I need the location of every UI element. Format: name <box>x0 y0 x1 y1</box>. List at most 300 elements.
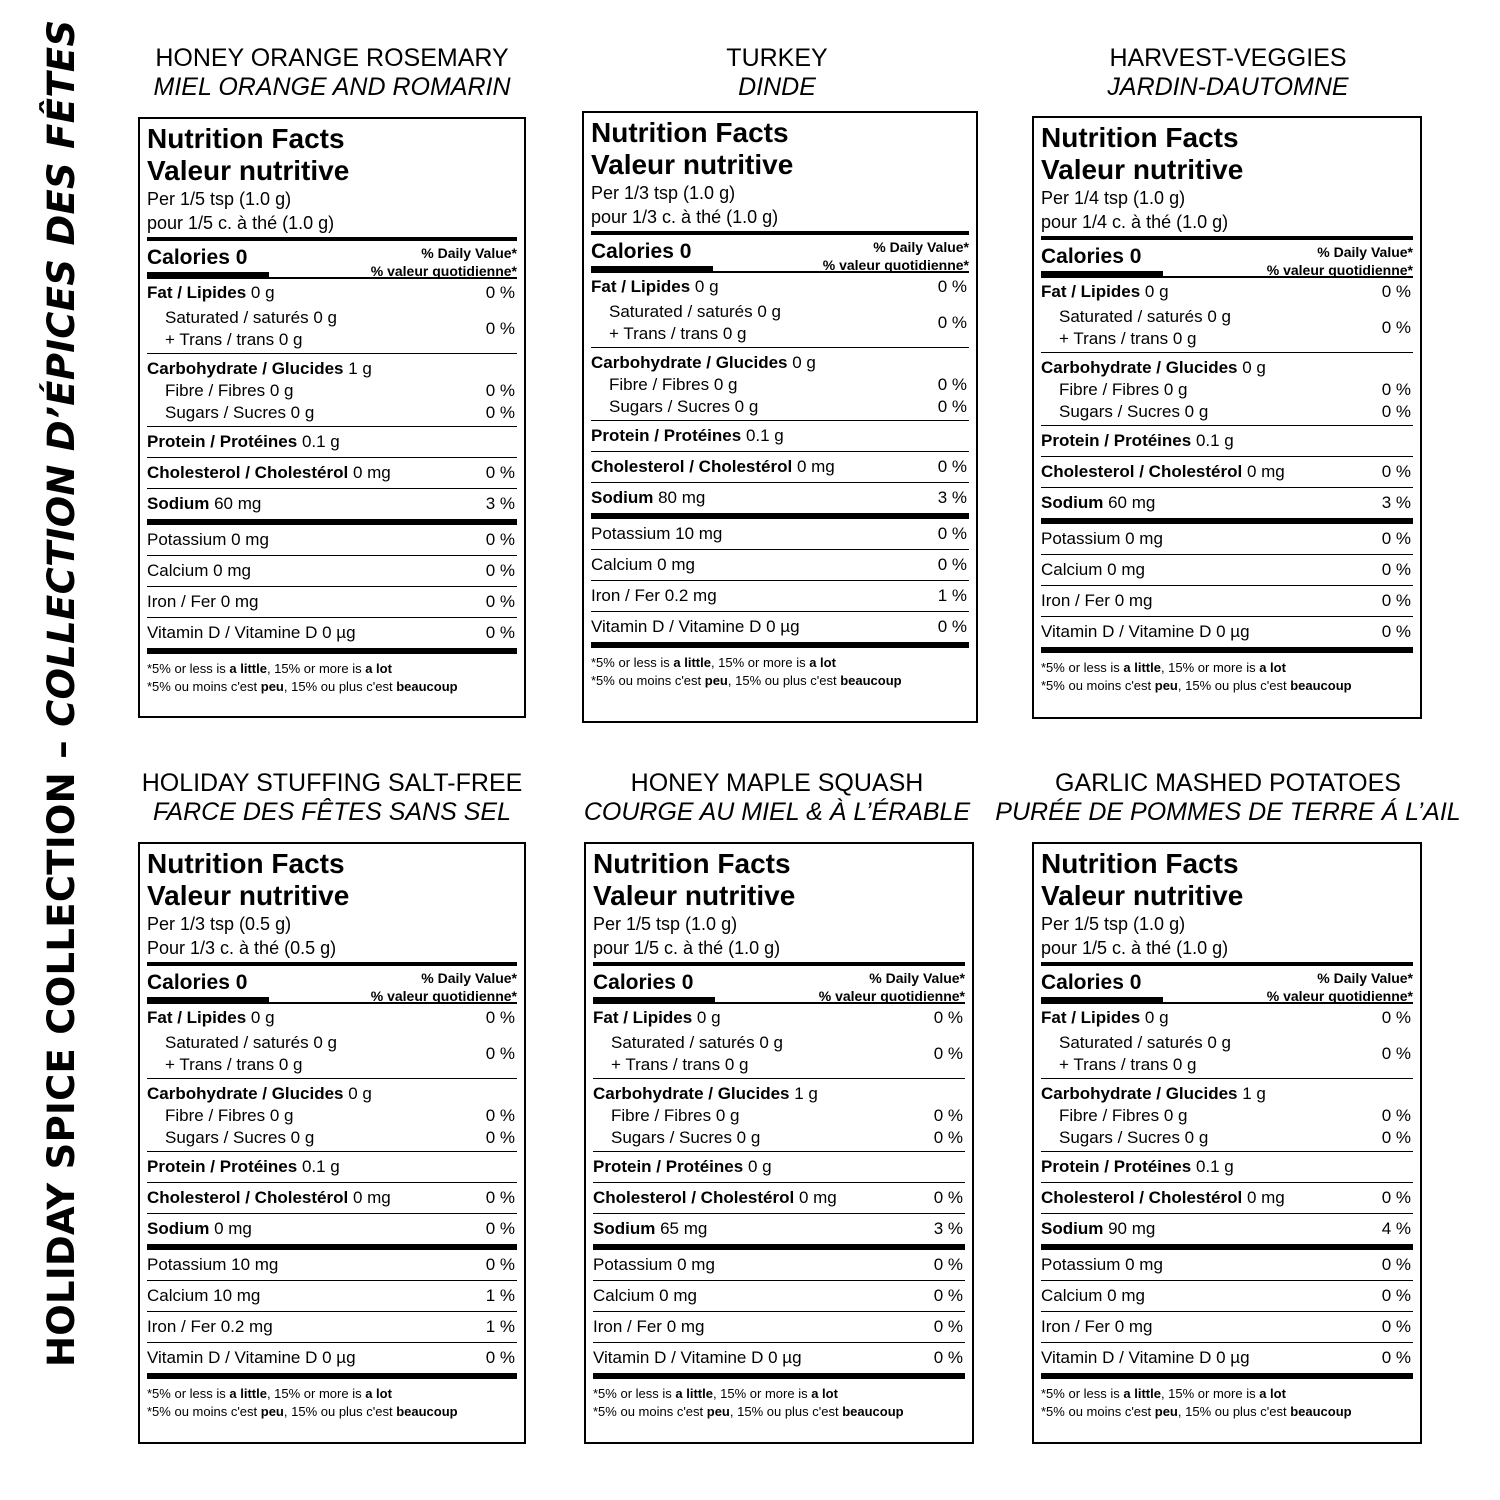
iron-amount: 0.2 mg <box>664 586 717 605</box>
calcium-amount: 10 mg <box>213 1286 261 1305</box>
vitamin-d-row <box>1041 616 1413 647</box>
potassium-amount: 0 mg <box>677 1255 715 1274</box>
nf-title-fr: Valeur nutritive <box>591 149 794 180</box>
fibre-pct: 0 % <box>1381 1106 1411 1125</box>
cholesterol-label: Cholesterol / Cholestérol <box>593 1188 795 1207</box>
cholesterol-label: Cholesterol / Cholestérol <box>1041 1188 1243 1207</box>
sat-trans-pct: 0 % <box>937 313 967 332</box>
sodium-amount: 60 mg <box>214 494 262 513</box>
carb-amount: 1 g <box>1242 1084 1266 1103</box>
fat-row <box>593 1002 965 1032</box>
vitamin-d-row <box>1041 1342 1413 1373</box>
cholesterol-amount: 0 mg <box>796 457 835 476</box>
potassium-pct: 0 % <box>485 1255 515 1274</box>
iron-row <box>591 580 969 611</box>
potassium-label: Potassium <box>147 1255 227 1274</box>
vitamin-d-label: Vitamin D / Vitamine D 0 µg <box>1041 622 1250 641</box>
daily-value-fr: % valeur quotidienne* <box>370 263 517 279</box>
nutrition-facts-table <box>582 111 978 723</box>
iron-pct: 1 % <box>937 586 967 605</box>
trans-label: + Trans / trans 0 g <box>609 324 747 343</box>
nf-title-fr: Valeur nutritive <box>1041 154 1244 185</box>
saturated-label: Saturated / saturés 0 g <box>165 1033 337 1052</box>
product-name-fr: FARCE DES FÊTES SANS SEL <box>153 798 511 826</box>
carb-block <box>593 1078 965 1151</box>
vitamin-d-label: Vitamin D / Vitamine D 0 µg <box>1041 1348 1250 1367</box>
potassium-label: Potassium <box>147 530 227 549</box>
calcium-amount: 0 mg <box>659 1286 697 1305</box>
sodium-pct: 3 % <box>1381 493 1411 512</box>
footnote <box>1041 1379 1413 1421</box>
collection-title-en: HOLIDAY SPICE COLLECTION – <box>40 726 83 1367</box>
product-name-fr: PURÉE DE POMMES DE TERRE Á L’AIL <box>995 798 1461 826</box>
sodium-amount: 60 mg <box>1108 493 1156 512</box>
potassium-pct: 0 % <box>1381 1255 1411 1274</box>
sat-trans-pct: 0 % <box>1381 1044 1411 1063</box>
sodium-amount: 90 mg <box>1108 1219 1156 1238</box>
footnote-fr: *5% ou moins c'est peu, 15% ou plus c'est beaucoup <box>147 1404 458 1419</box>
iron-label: Iron / Fer <box>147 1317 216 1336</box>
fat-amount: 0 g <box>696 1008 721 1027</box>
fat-label: Fat / Lipides <box>147 1008 247 1027</box>
daily-value-en: % Daily Value* <box>869 970 965 986</box>
nf-title-en: Nutrition Facts <box>147 848 345 879</box>
footnote-fr: *5% ou moins c'est peu, 15% ou plus c'est beaucoup <box>147 679 458 694</box>
product-heading <box>978 769 1478 827</box>
nf-title-fr: Valeur nutritive <box>1041 880 1244 911</box>
serving-size-fr: pour 1/5 c. à thé (1.0 g) <box>593 938 781 958</box>
sat-trans-pct: 0 % <box>485 1044 515 1063</box>
sodium-row <box>591 482 969 513</box>
protein-row <box>147 1151 517 1182</box>
calories-row <box>147 966 517 1002</box>
nutrition-facts-table <box>584 842 974 1444</box>
cholesterol-pct: 0 % <box>485 463 515 482</box>
cholesterol-amount: 0 mg <box>798 1188 837 1207</box>
nf-title-en: Nutrition Facts <box>1041 848 1239 879</box>
footnote <box>593 1379 965 1421</box>
collection-title <box>40 19 84 1367</box>
fibre-label: Fibre / Fibres 0 g <box>165 381 294 400</box>
iron-pct: 0 % <box>485 592 515 611</box>
daily-value-en: % Daily Value* <box>873 239 969 255</box>
fat-label: Fat / Lipides <box>1041 282 1141 301</box>
serving-size-en: Per 1/3 tsp (1.0 g) <box>591 183 736 203</box>
potassium-pct: 0 % <box>937 524 967 543</box>
fat-amount: 0 g <box>250 283 275 302</box>
saturated-label: Saturated / saturés 0 g <box>609 302 781 321</box>
daily-value-en: % Daily Value* <box>1317 970 1413 986</box>
product-heading <box>527 44 1027 102</box>
sugars-label: Sugars / Sucres 0 g <box>1059 1128 1209 1147</box>
daily-value-header <box>371 244 517 280</box>
potassium-amount: 0 mg <box>1125 1255 1163 1274</box>
sugars-pct: 0 % <box>485 403 515 422</box>
iron-pct: 0 % <box>933 1317 963 1336</box>
carb-label: Carbohydrate / Glucides <box>147 1084 344 1103</box>
potassium-row <box>147 1250 517 1280</box>
cholesterol-row <box>1041 1182 1413 1213</box>
collection-title-fr: COLLECTION D’ÉPICES DES FÊTES <box>40 19 83 727</box>
serving-size-fr: pour 1/4 c. à thé (1.0 g) <box>1041 212 1229 232</box>
cholesterol-label: Cholesterol / Cholestérol <box>591 457 793 476</box>
calcium-row <box>1041 554 1413 585</box>
vitamin-d-pct: 0 % <box>485 1348 515 1367</box>
saturated-label: Saturated / saturés 0 g <box>611 1033 783 1052</box>
potassium-label: Potassium <box>1041 529 1121 548</box>
nutrition-facts-table <box>1032 116 1422 719</box>
daily-value-fr: % valeur quotidienne* <box>822 257 969 273</box>
potassium-label: Potassium <box>593 1255 673 1274</box>
protein-amount: 0.1 g <box>301 1157 340 1176</box>
calcium-label: Calcium <box>591 555 653 574</box>
calcium-amount: 0 mg <box>1107 560 1145 579</box>
fat-pct: 0 % <box>933 1008 963 1027</box>
footnote-en: *5% or less is a little, 15% or more is a lot <box>1041 1386 1286 1401</box>
sugars-pct: 0 % <box>937 397 967 416</box>
carb-block <box>1041 352 1413 425</box>
serving-size-fr: pour 1/5 c. à thé (1.0 g) <box>147 213 335 233</box>
cholesterol-row <box>593 1182 965 1213</box>
protein-amount: 0.1 g <box>1195 1157 1234 1176</box>
potassium-pct: 0 % <box>933 1255 963 1274</box>
vitamin-d-pct: 0 % <box>933 1348 963 1367</box>
nf-title-fr: Valeur nutritive <box>147 880 350 911</box>
potassium-row <box>1041 524 1413 554</box>
iron-label: Iron / Fer <box>1041 591 1110 610</box>
cholesterol-amount: 0 mg <box>1246 462 1285 481</box>
potassium-row <box>591 519 969 549</box>
sat-trans-block <box>147 1032 517 1078</box>
cholesterol-row <box>1041 456 1413 487</box>
cholesterol-pct: 0 % <box>1381 1188 1411 1207</box>
product-name-fr: COURGE AU MIEL & À L’ÉRABLE <box>583 798 971 826</box>
vitamin-d-row <box>591 611 969 642</box>
cholesterol-amount: 0 mg <box>1246 1188 1285 1207</box>
potassium-amount: 10 mg <box>675 524 723 543</box>
product-heading <box>978 44 1478 102</box>
product-name-en: GARLIC MASHED POTATOES <box>1055 769 1401 797</box>
fat-label: Fat / Lipides <box>1041 1008 1141 1027</box>
vitamin-d-pct: 0 % <box>937 617 967 636</box>
carb-block <box>147 1078 517 1151</box>
product-name-en: TURKEY <box>726 44 828 72</box>
protein-label: Protein / Protéines <box>147 1157 298 1176</box>
fat-row <box>147 1002 517 1032</box>
protein-label: Protein / Protéines <box>147 432 298 451</box>
sugars-pct: 0 % <box>1381 402 1411 421</box>
potassium-row <box>593 1250 965 1280</box>
vitamin-d-row <box>147 1342 517 1373</box>
iron-amount: 0.2 mg <box>220 1317 273 1336</box>
product-name-en: HARVEST-VEGGIES <box>1109 44 1347 72</box>
sodium-pct: 3 % <box>485 494 515 513</box>
sat-trans-block <box>1041 306 1413 352</box>
fat-amount: 0 g <box>1144 1008 1169 1027</box>
daily-value-header <box>1267 243 1413 279</box>
sugars-label: Sugars / Sucres 0 g <box>1059 402 1209 421</box>
protein-label: Protein / Protéines <box>593 1157 744 1176</box>
footnote <box>147 1379 517 1421</box>
calcium-pct: 0 % <box>485 561 515 580</box>
sodium-label: Sodium <box>593 1219 656 1238</box>
carb-amount: 1 g <box>348 359 372 378</box>
sodium-label: Sodium <box>1041 493 1104 512</box>
calcium-label: Calcium <box>1041 560 1103 579</box>
vitamin-d-pct: 0 % <box>1381 1348 1411 1367</box>
calories-label: Calories 0 <box>593 971 694 994</box>
fibre-pct: 0 % <box>1381 380 1411 399</box>
carb-label: Carbohydrate / Glucides <box>591 353 788 372</box>
daily-value-header <box>823 238 969 274</box>
sodium-amount: 65 mg <box>660 1219 708 1238</box>
sodium-row <box>147 1213 517 1244</box>
trans-label: + Trans / trans 0 g <box>611 1055 749 1074</box>
carb-amount: 0 g <box>1242 358 1266 377</box>
sat-trans-block <box>593 1032 965 1078</box>
fibre-pct: 0 % <box>933 1106 963 1125</box>
iron-row <box>147 586 517 617</box>
cholesterol-amount: 0 mg <box>352 1188 391 1207</box>
cholesterol-row <box>147 457 517 488</box>
protein-row <box>1041 425 1413 456</box>
fat-amount: 0 g <box>694 277 719 296</box>
calcium-row <box>591 549 969 580</box>
nutrition-facts-table <box>138 117 526 718</box>
saturated-label: Saturated / saturés 0 g <box>1059 307 1231 326</box>
footnote-en: *5% or less is a little, 15% or more is a lot <box>147 1386 392 1401</box>
carb-block <box>1041 1078 1413 1151</box>
cholesterol-label: Cholesterol / Cholestérol <box>147 1188 349 1207</box>
nf-title-fr: Valeur nutritive <box>593 880 796 911</box>
fat-label: Fat / Lipides <box>147 283 247 302</box>
sodium-pct: 3 % <box>937 488 967 507</box>
protein-row <box>593 1151 965 1182</box>
sugars-pct: 0 % <box>933 1128 963 1147</box>
vitamin-d-row <box>593 1342 965 1373</box>
carb-block <box>147 353 517 426</box>
iron-amount: 0 mg <box>220 592 259 611</box>
calcium-pct: 0 % <box>1381 1286 1411 1305</box>
sodium-label: Sodium <box>1041 1219 1104 1238</box>
sat-trans-block <box>591 301 969 347</box>
fibre-label: Fibre / Fibres 0 g <box>165 1106 294 1125</box>
carb-amount: 0 g <box>348 1084 372 1103</box>
sodium-amount: 0 mg <box>214 1219 252 1238</box>
protein-row <box>591 420 969 451</box>
serving-size-en: Per 1/5 tsp (1.0 g) <box>593 914 738 934</box>
product-heading <box>527 769 1027 827</box>
footnote-en: *5% or less is a little, 15% or more is a lot <box>591 655 836 670</box>
cholesterol-row <box>591 451 969 482</box>
calcium-label: Calcium <box>1041 1286 1103 1305</box>
cholesterol-pct: 0 % <box>937 457 967 476</box>
iron-row <box>1041 1311 1413 1342</box>
carb-label: Carbohydrate / Glucides <box>1041 1084 1238 1103</box>
sodium-label: Sodium <box>147 1219 210 1238</box>
nutrition-facts-table <box>1032 842 1422 1444</box>
calories-label: Calories 0 <box>1041 245 1142 268</box>
carb-label: Carbohydrate / Glucides <box>147 359 344 378</box>
product-heading <box>82 769 582 827</box>
serving-size-fr: Pour 1/3 c. à thé (0.5 g) <box>147 938 337 958</box>
potassium-label: Potassium <box>591 524 671 543</box>
sugars-label: Sugars / Sucres 0 g <box>165 1128 315 1147</box>
fibre-pct: 0 % <box>485 1106 515 1125</box>
product-heading <box>82 44 582 102</box>
fat-row <box>1041 1002 1413 1032</box>
calories-row <box>1041 966 1413 1002</box>
protein-row <box>147 426 517 457</box>
potassium-pct: 0 % <box>1381 529 1411 548</box>
iron-row <box>147 1311 517 1342</box>
protein-label: Protein / Protéines <box>1041 431 1192 450</box>
footnote-fr: *5% ou moins c'est peu, 15% ou plus c'est beaucoup <box>591 673 902 688</box>
nf-title-fr: Valeur nutritive <box>147 155 350 186</box>
calcium-row <box>593 1280 965 1311</box>
iron-label: Iron / Fer <box>593 1317 662 1336</box>
serving-size-en: Per 1/5 tsp (1.0 g) <box>147 189 292 209</box>
iron-pct: 0 % <box>1381 1317 1411 1336</box>
product-name-fr: DINDE <box>738 73 816 101</box>
carb-amount: 1 g <box>794 1084 818 1103</box>
calories-row <box>147 241 517 277</box>
iron-amount: 0 mg <box>1114 591 1153 610</box>
nf-title-en: Nutrition Facts <box>1041 122 1239 153</box>
sodium-row <box>1041 487 1413 518</box>
vitamin-d-label: Vitamin D / Vitamine D 0 µg <box>591 617 800 636</box>
product-name-en: HONEY MAPLE SQUASH <box>630 769 924 797</box>
daily-value-fr: % valeur quotidienne* <box>370 988 517 1004</box>
iron-row <box>593 1311 965 1342</box>
footnote <box>591 648 969 690</box>
sodium-row <box>593 1213 965 1244</box>
footnote-en: *5% or less is a little, 15% or more is a lot <box>593 1386 838 1401</box>
fibre-label: Fibre / Fibres 0 g <box>609 375 738 394</box>
fat-label: Fat / Lipides <box>593 1008 693 1027</box>
iron-label: Iron / Fer <box>147 592 216 611</box>
serving-size-en: Per 1/5 tsp (1.0 g) <box>1041 914 1186 934</box>
cholesterol-label: Cholesterol / Cholestérol <box>1041 462 1243 481</box>
sodium-row <box>147 488 517 519</box>
calories-label: Calories 0 <box>147 246 248 269</box>
product-name-fr: MIEL ORANGE AND ROMARIN <box>153 73 511 101</box>
calcium-amount: 0 mg <box>657 555 695 574</box>
serving-size-fr: pour 1/5 c. à thé (1.0 g) <box>1041 938 1229 958</box>
sodium-pct: 3 % <box>933 1219 963 1238</box>
iron-pct: 0 % <box>1381 591 1411 610</box>
product-name-fr: JARDIN-DAUTOMNE <box>1107 73 1349 101</box>
nf-title-en: Nutrition Facts <box>591 117 789 148</box>
footnote-fr: *5% ou moins c'est peu, 15% ou plus c'est beaucoup <box>1041 1404 1352 1419</box>
sugars-pct: 0 % <box>1381 1128 1411 1147</box>
fat-pct: 0 % <box>937 277 967 296</box>
fat-row <box>147 277 517 307</box>
calcium-pct: 0 % <box>933 1286 963 1305</box>
potassium-pct: 0 % <box>485 530 515 549</box>
sodium-label: Sodium <box>591 488 654 507</box>
cholesterol-row <box>147 1182 517 1213</box>
fat-pct: 0 % <box>1381 1008 1411 1027</box>
sodium-amount: 80 mg <box>658 488 706 507</box>
daily-value-fr: % valeur quotidienne* <box>1266 262 1413 278</box>
calories-label: Calories 0 <box>591 240 692 263</box>
nf-title-en: Nutrition Facts <box>593 848 791 879</box>
calcium-row <box>147 1280 517 1311</box>
potassium-row <box>147 525 517 555</box>
sat-trans-pct: 0 % <box>1381 318 1411 337</box>
vitamin-d-label: Vitamin D / Vitamine D 0 µg <box>147 1348 356 1367</box>
footnote <box>147 654 517 696</box>
footnote-en: *5% or less is a little, 15% or more is a lot <box>147 661 392 676</box>
calcium-pct: 1 % <box>485 1286 515 1305</box>
calories-label: Calories 0 <box>1041 971 1142 994</box>
calcium-label: Calcium <box>147 1286 209 1305</box>
daily-value-header <box>1267 969 1413 1005</box>
calcium-row <box>1041 1280 1413 1311</box>
fibre-label: Fibre / Fibres 0 g <box>611 1106 740 1125</box>
sat-trans-pct: 0 % <box>485 319 515 338</box>
vitamin-d-pct: 0 % <box>485 623 515 642</box>
serving-size-en: Per 1/3 tsp (0.5 g) <box>147 914 292 934</box>
protein-label: Protein / Protéines <box>591 426 742 445</box>
sugars-label: Sugars / Sucres 0 g <box>611 1128 761 1147</box>
carb-amount: 0 g <box>792 353 816 372</box>
cholesterol-pct: 0 % <box>485 1188 515 1207</box>
fat-amount: 0 g <box>1144 282 1169 301</box>
protein-amount: 0.1 g <box>1195 431 1234 450</box>
calcium-pct: 0 % <box>937 555 967 574</box>
product-name-en: HOLIDAY STUFFING SALT-FREE <box>141 769 523 797</box>
vitamin-d-label: Vitamin D / Vitamine D 0 µg <box>593 1348 802 1367</box>
iron-amount: 0 mg <box>666 1317 705 1336</box>
daily-value-en: % Daily Value* <box>421 245 517 261</box>
potassium-amount: 0 mg <box>1125 529 1163 548</box>
protein-amount: 0.1 g <box>301 432 340 451</box>
nutrition-facts-table <box>138 842 526 1444</box>
trans-label: + Trans / trans 0 g <box>165 330 303 349</box>
sat-trans-block <box>1041 1032 1413 1078</box>
calcium-label: Calcium <box>147 561 209 580</box>
serving-size-en: Per 1/4 tsp (1.0 g) <box>1041 188 1186 208</box>
potassium-amount: 10 mg <box>231 1255 279 1274</box>
carb-label: Carbohydrate / Glucides <box>593 1084 790 1103</box>
calories-row <box>593 966 965 1002</box>
calcium-row <box>147 555 517 586</box>
calories-row <box>1041 240 1413 276</box>
daily-value-header <box>371 969 517 1005</box>
iron-label: Iron / Fer <box>591 586 660 605</box>
sugars-pct: 0 % <box>485 1128 515 1147</box>
cholesterol-amount: 0 mg <box>352 463 391 482</box>
trans-label: + Trans / trans 0 g <box>1059 1055 1197 1074</box>
carb-block <box>591 347 969 420</box>
sodium-label: Sodium <box>147 494 210 513</box>
fibre-label: Fibre / Fibres 0 g <box>1059 1106 1188 1125</box>
saturated-label: Saturated / saturés 0 g <box>1059 1033 1231 1052</box>
footnote-fr: *5% ou moins c'est peu, 15% ou plus c'est beaucoup <box>1041 678 1352 693</box>
iron-pct: 1 % <box>485 1317 515 1336</box>
sat-trans-block <box>147 307 517 353</box>
protein-label: Protein / Protéines <box>1041 1157 1192 1176</box>
vitamin-d-label: Vitamin D / Vitamine D 0 µg <box>147 623 356 642</box>
calcium-amount: 0 mg <box>213 561 251 580</box>
fibre-pct: 0 % <box>485 381 515 400</box>
daily-value-en: % Daily Value* <box>421 970 517 986</box>
iron-amount: 0 mg <box>1114 1317 1153 1336</box>
potassium-amount: 0 mg <box>231 530 269 549</box>
vitamin-d-row <box>147 617 517 648</box>
